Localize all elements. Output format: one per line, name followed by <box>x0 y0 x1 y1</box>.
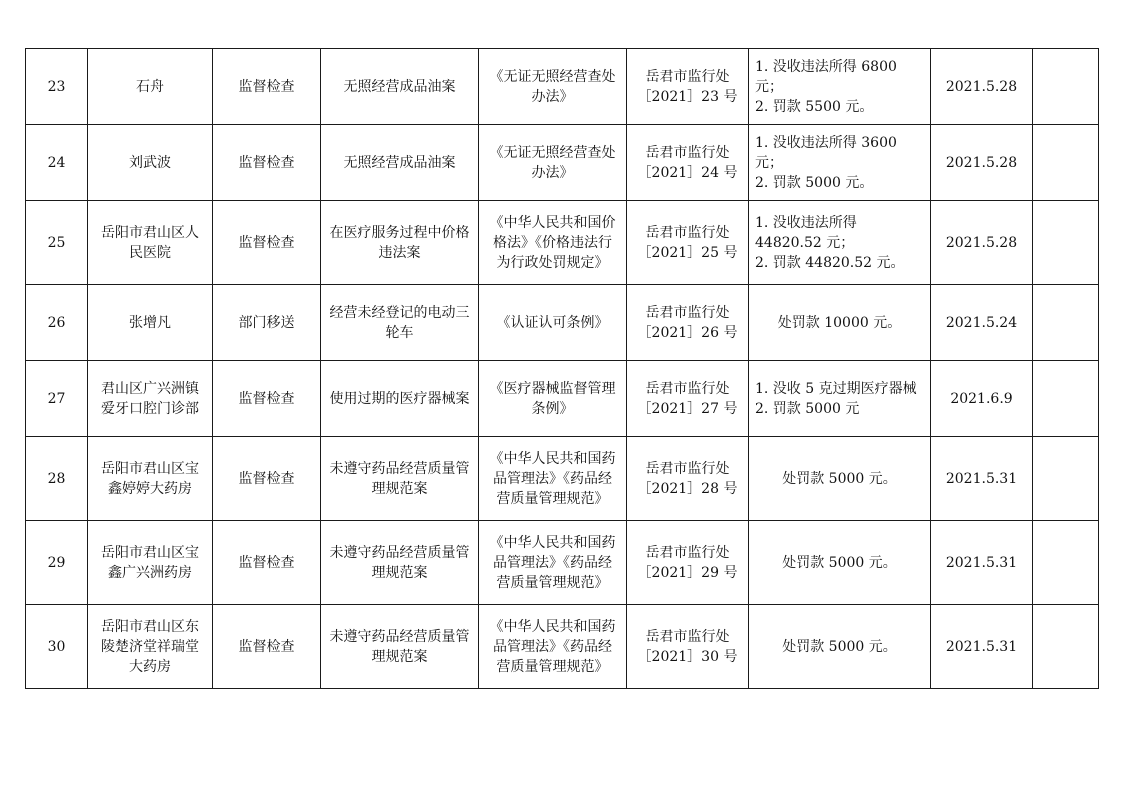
party-name: 岳阳市君山区人民医院 <box>88 201 213 285</box>
legal-basis: 《医疗器械监督管理条例》 <box>479 361 627 437</box>
case-source: 监督检查 <box>213 605 321 689</box>
party-name: 刘武波 <box>88 125 213 201</box>
table-row <box>26 361 1099 437</box>
row-number: 23 <box>26 49 88 125</box>
party-name: 岳阳市君山区宝鑫婷婷大药房 <box>88 437 213 521</box>
decision-date: 2021.5.31 <box>931 437 1033 521</box>
party-name: 岳阳市君山区东陵楚济堂祥瑞堂大药房 <box>88 605 213 689</box>
remark-cell <box>1033 605 1099 689</box>
row-number: 29 <box>26 521 88 605</box>
decision-number: 岳君市监行处 ［2021］23 号 <box>627 49 749 125</box>
decision-date: 2021.5.31 <box>931 521 1033 605</box>
party-name: 君山区广兴洲镇爱牙口腔门诊部 <box>88 361 213 437</box>
remark-cell <box>1033 201 1099 285</box>
decision-date: 2021.6.9 <box>931 361 1033 437</box>
remark-cell <box>1033 437 1099 521</box>
table-row <box>26 125 1099 201</box>
decision-date: 2021.5.28 <box>931 49 1033 125</box>
legal-basis: 《中华人民共和国药品管理法》《药品经营质量管理规范》 <box>479 521 627 605</box>
decision-date: 2021.5.24 <box>931 285 1033 361</box>
legal-basis: 《中华人民共和国药品管理法》《药品经营质量管理规范》 <box>479 437 627 521</box>
legal-basis: 《认证认可条例》 <box>479 285 627 361</box>
penalty-result: 处罚款 5000 元。 <box>749 437 931 521</box>
decision-number: 岳君市监行处 ［2021］29 号 <box>627 521 749 605</box>
table-row <box>26 605 1099 689</box>
decision-date: 2021.5.28 <box>931 125 1033 201</box>
case-name: 未遵守药品经营质量管理规范案 <box>321 521 479 605</box>
decision-date: 2021.5.28 <box>931 201 1033 285</box>
party-name: 岳阳市君山区宝鑫广兴洲药房 <box>88 521 213 605</box>
case-name: 未遵守药品经营质量管理规范案 <box>321 437 479 521</box>
case-name: 无照经营成品油案 <box>321 49 479 125</box>
penalty-result: 处罚款 10000 元。 <box>749 285 931 361</box>
legal-basis: 《中华人民共和国药品管理法》《药品经营质量管理规范》 <box>479 605 627 689</box>
row-number: 28 <box>26 437 88 521</box>
penalty-result: 1. 没收违法所得 6800 元； 2. 罚款 5500 元。 <box>749 49 931 125</box>
case-name: 未遵守药品经营质量管理规范案 <box>321 605 479 689</box>
penalty-result: 1. 没收 5 克过期医疗器械 2. 罚款 5000 元 <box>749 361 931 437</box>
case-name: 无照经营成品油案 <box>321 125 479 201</box>
penalty-records-table <box>25 48 1099 689</box>
case-name: 在医疗服务过程中价格违法案 <box>321 201 479 285</box>
party-name: 石舟 <box>88 49 213 125</box>
legal-basis: 《无证无照经营查处办法》 <box>479 49 627 125</box>
penalty-result: 1. 没收违法所得 3600 元； 2. 罚款 5000 元。 <box>749 125 931 201</box>
row-number: 30 <box>26 605 88 689</box>
table-row <box>26 285 1099 361</box>
row-number: 26 <box>26 285 88 361</box>
decision-number: 岳君市监行处 ［2021］26 号 <box>627 285 749 361</box>
case-source: 监督检查 <box>213 49 321 125</box>
table-row <box>26 521 1099 605</box>
remark-cell <box>1033 521 1099 605</box>
decision-number: 岳君市监行处 ［2021］30 号 <box>627 605 749 689</box>
legal-basis: 《中华人民共和国价格法》《价格违法行为行政处罚规定》 <box>479 201 627 285</box>
decision-number: 岳君市监行处 ［2021］24 号 <box>627 125 749 201</box>
decision-number: 岳君市监行处 ［2021］28 号 <box>627 437 749 521</box>
table-row <box>26 201 1099 285</box>
table-row <box>26 49 1099 125</box>
case-name: 使用过期的医疗器械案 <box>321 361 479 437</box>
decision-number: 岳君市监行处 ［2021］27 号 <box>627 361 749 437</box>
party-name: 张增凡 <box>88 285 213 361</box>
table-row <box>26 437 1099 521</box>
legal-basis: 《无证无照经营查处办法》 <box>479 125 627 201</box>
case-source: 监督检查 <box>213 361 321 437</box>
remark-cell <box>1033 49 1099 125</box>
penalty-result: 处罚款 5000 元。 <box>749 605 931 689</box>
case-name: 经营未经登记的电动三轮车 <box>321 285 479 361</box>
row-number: 24 <box>26 125 88 201</box>
decision-date: 2021.5.31 <box>931 605 1033 689</box>
decision-number: 岳君市监行处 ［2021］25 号 <box>627 201 749 285</box>
case-source: 监督检查 <box>213 521 321 605</box>
penalty-result: 1. 没收违法所得 44820.52 元； 2. 罚款 44820.52 元。 <box>749 201 931 285</box>
remark-cell <box>1033 285 1099 361</box>
case-source: 监督检查 <box>213 125 321 201</box>
case-source: 部门移送 <box>213 285 321 361</box>
penalty-result: 处罚款 5000 元。 <box>749 521 931 605</box>
row-number: 27 <box>26 361 88 437</box>
case-source: 监督检查 <box>213 437 321 521</box>
remark-cell <box>1033 125 1099 201</box>
row-number: 25 <box>26 201 88 285</box>
remark-cell <box>1033 361 1099 437</box>
case-source: 监督检查 <box>213 201 321 285</box>
